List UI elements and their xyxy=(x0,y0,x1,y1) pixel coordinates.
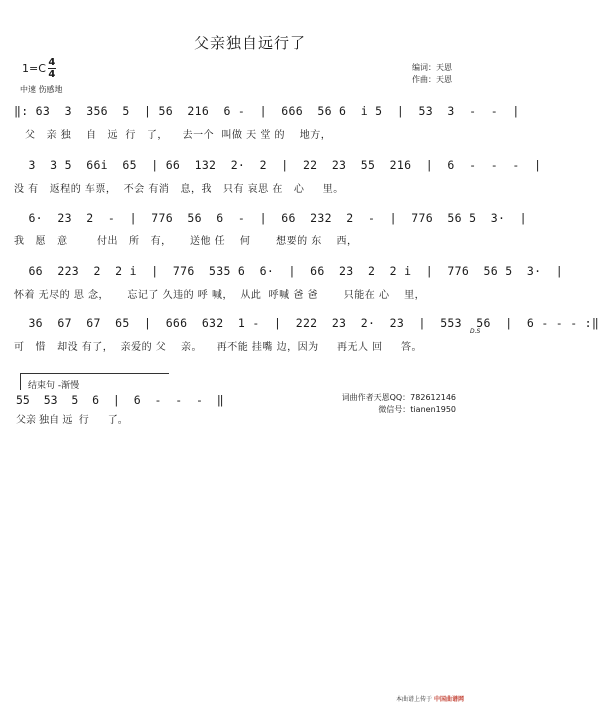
ds-mark: D.S xyxy=(470,328,481,335)
notation-row-2: 3 3 5 66i 65 | 66 132 2· 2 | 22 23 55 216 | 6 - - - | xyxy=(14,158,542,172)
lyricist: 编词：天恩 xyxy=(412,63,452,72)
time-top: 4 xyxy=(48,57,56,68)
time-signature xyxy=(48,58,56,79)
ending-label: 结束句 -渐慢 xyxy=(28,381,80,391)
lyric-row-1: 父 亲 独 自 远 行 了， 去一个 叫做 天 堂 的 地方， xyxy=(14,130,332,141)
lyric-row-3: 我 愿 意 付出 所 有， 送他 任 何 想要的 东 西， xyxy=(14,236,358,247)
footer-watermark xyxy=(396,694,464,703)
lyric-row-4: 怀着 无尽的 思 念， 忘记了 久违的 呼 喊， 从此 呼喊 爸 爸 只能在 心 里， xyxy=(14,290,426,301)
footer-brand: 中国曲谱网 xyxy=(433,696,464,703)
key-signature xyxy=(22,58,56,79)
tempo-marking: 中速 伤感地 xyxy=(20,85,63,94)
notation-row-1: ‖: 63 3 356 5 | 56 216 6 - | 666 56 6 i 5 | 53 3 - - | xyxy=(14,104,520,118)
notation-row-5: 36 67 67 65 | 666 632 1 - | 222 23 2· 23 | 553 56 | 6 - - - :‖ xyxy=(14,316,599,330)
time-bottom: 4 xyxy=(48,69,56,80)
lyric-row-5: 可 惜 却没 有了， 亲爱的 父 亲。 再不能 挂嘴 边，因为 再无人 回 答。 xyxy=(14,342,423,353)
lyric-row-2: 没 有 返程的 车票， 不会 有消 息，我 只有 哀思 在 心 里。 xyxy=(14,184,344,195)
credits xyxy=(412,62,452,86)
composer: 作曲：天恩 xyxy=(412,75,452,84)
footer-upload-text: 本曲谱上传于 xyxy=(396,696,433,703)
author-wechat: 微信号：tianen1950 xyxy=(378,405,456,414)
ending-notation: 55 53 5 6 | 6 - - - ‖ xyxy=(16,393,224,407)
notation-row-4: 66 223 2 2 i | 776 535 6 6· | 66 23 2 2 i | 776 56 5 3· | xyxy=(14,264,563,278)
ending-lyric: 父亲 独自 远 行 了。 xyxy=(16,415,128,426)
key-prefix: 1=C xyxy=(22,62,46,75)
song-title: 父亲独自远行了 xyxy=(193,34,306,52)
notation-row-3: 6· 23 2 - | 776 56 6 - | 66 232 2 - | 776 56 5 3· | xyxy=(14,211,527,225)
author-contact xyxy=(326,392,456,416)
author-qq: 词曲作者天恩QQ：782612146 xyxy=(341,393,456,402)
